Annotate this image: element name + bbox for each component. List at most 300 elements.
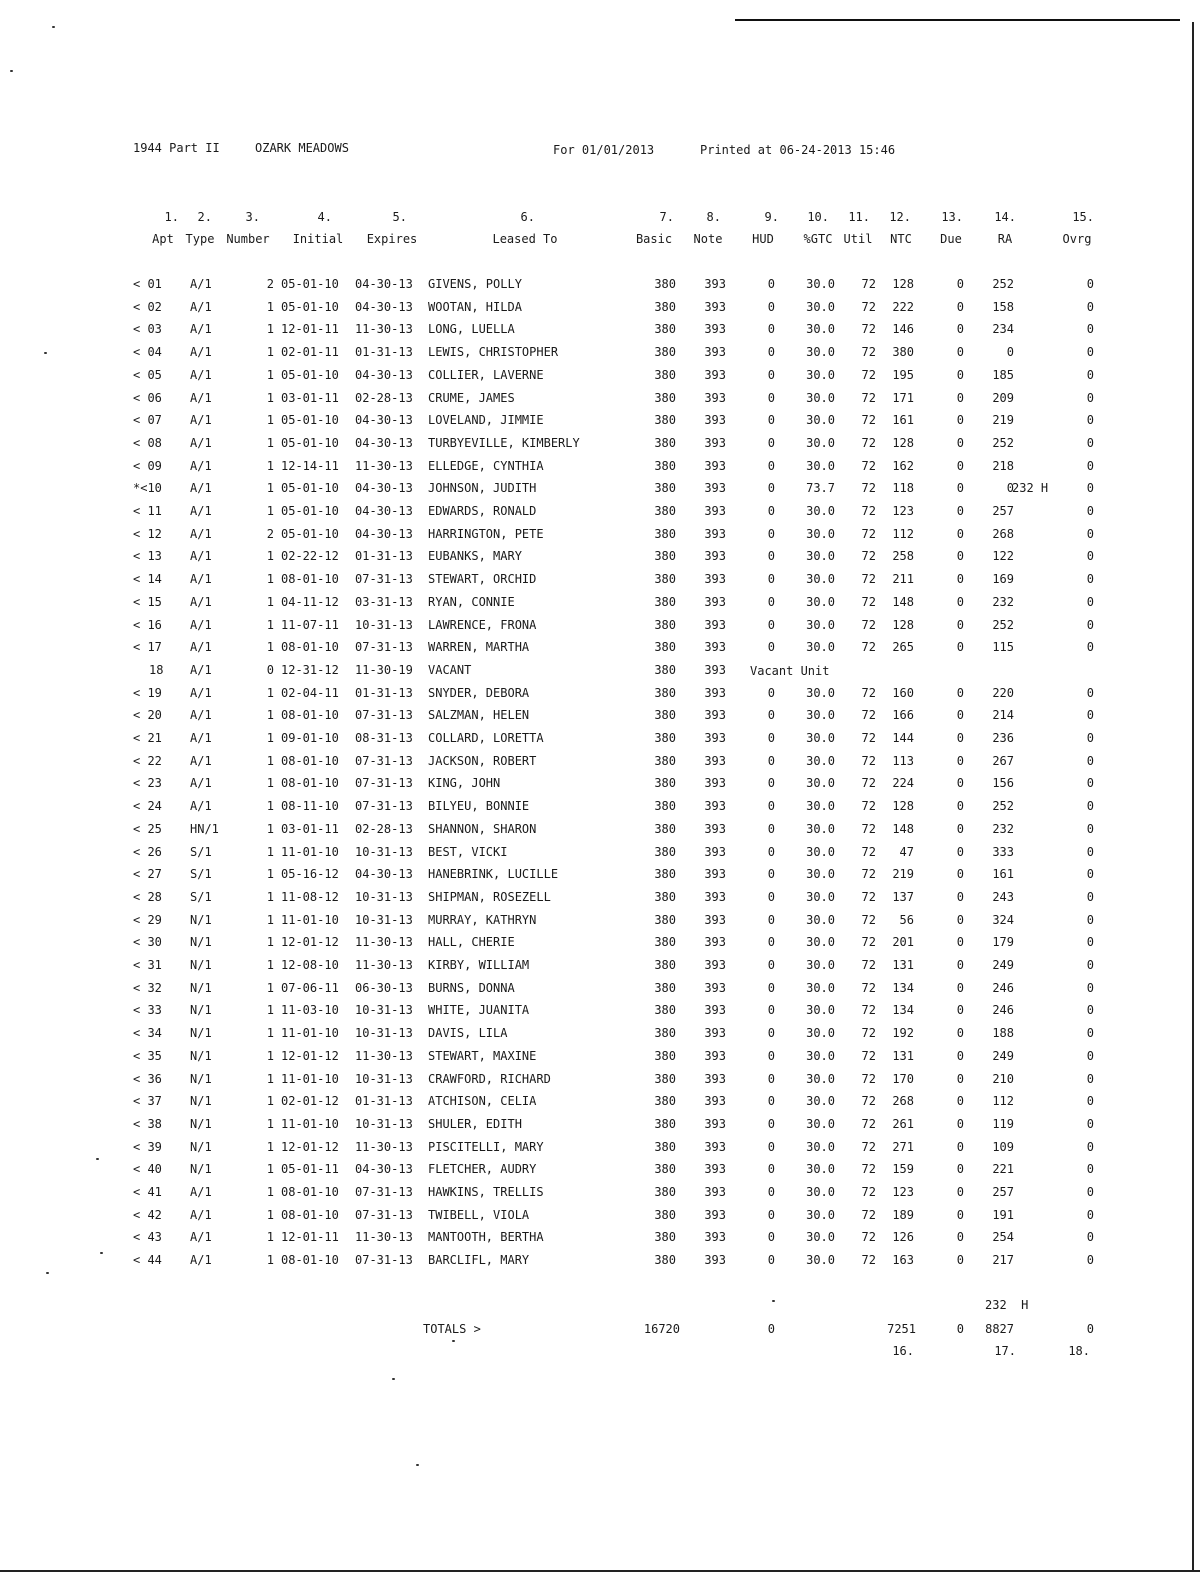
cell-ovrg: 0 bbox=[1086, 958, 1094, 972]
cell-ntc: 131 bbox=[892, 1049, 914, 1063]
cell-ra: 324 bbox=[992, 913, 1014, 927]
cell-leased-to: COLLIER, LAVERNE bbox=[428, 368, 544, 382]
property-name: OZARK MEADOWS bbox=[255, 141, 349, 155]
column-label: Type bbox=[185, 232, 215, 246]
cell-ra: 191 bbox=[992, 1208, 1014, 1222]
cell-ntc: 265 bbox=[892, 640, 914, 654]
cell-number: 1 bbox=[266, 413, 274, 427]
cell-due: 0 bbox=[956, 527, 964, 541]
report-period: For 01/01/2013 bbox=[553, 143, 655, 157]
cell-hud: 0 bbox=[767, 1049, 775, 1063]
cell-util: 72 bbox=[861, 436, 876, 450]
cell-ntc: 268 bbox=[892, 1094, 914, 1108]
cell-hud: 0 bbox=[767, 1117, 775, 1131]
cell-basic: 380 bbox=[654, 708, 676, 722]
column-number: 14. bbox=[994, 210, 1016, 224]
cell-basic: 380 bbox=[654, 958, 676, 972]
totals-due: 0 bbox=[956, 1322, 964, 1336]
cell-initial: 11-01-10 bbox=[281, 845, 339, 859]
cell-due: 0 bbox=[956, 867, 964, 881]
cell-basic: 380 bbox=[654, 981, 676, 995]
cell-due: 0 bbox=[956, 1094, 964, 1108]
column-number: 6. bbox=[520, 210, 535, 224]
cell-apt: < 07 bbox=[133, 413, 162, 427]
cell-gtc: 30.0 bbox=[806, 958, 835, 972]
cell-basic: 380 bbox=[654, 1003, 676, 1017]
cell-ovrg: 0 bbox=[1086, 1094, 1094, 1108]
scan-speck bbox=[46, 1272, 49, 1274]
cell-leased-to: JOHNSON, JUDITH bbox=[428, 481, 537, 495]
cell-type: A/1 bbox=[190, 504, 212, 518]
cell-note: 393 bbox=[704, 913, 726, 927]
cell-due: 0 bbox=[956, 686, 964, 700]
cell-gtc: 73.7 bbox=[806, 481, 835, 495]
cell-basic: 380 bbox=[654, 618, 676, 632]
cell-ra: 333 bbox=[992, 845, 1014, 859]
cell-expires: 07-31-13 bbox=[355, 640, 413, 654]
cell-hud: 0 bbox=[767, 1185, 775, 1199]
cell-util: 72 bbox=[861, 845, 876, 859]
cell-basic: 380 bbox=[654, 391, 676, 405]
cell-initial: 08-01-10 bbox=[281, 1253, 339, 1267]
cell-gtc: 30.0 bbox=[806, 1162, 835, 1176]
cell-apt: < 36 bbox=[133, 1072, 162, 1086]
cell-gtc: 30.0 bbox=[806, 640, 835, 654]
cell-apt: 18 bbox=[149, 663, 164, 677]
cell-apt: < 20 bbox=[133, 708, 162, 722]
cell-expires: 10-31-13 bbox=[355, 1117, 413, 1131]
cell-apt: < 35 bbox=[133, 1049, 162, 1063]
cell-note: 393 bbox=[704, 822, 726, 836]
cell-ovrg: 0 bbox=[1086, 799, 1094, 813]
cell-ntc: 148 bbox=[892, 595, 914, 609]
cell-type: A/1 bbox=[190, 345, 212, 359]
cell-number: 1 bbox=[266, 913, 274, 927]
cell-number: 1 bbox=[266, 1003, 274, 1017]
cell-ra: 268 bbox=[992, 527, 1014, 541]
cell-ra: 257 bbox=[992, 504, 1014, 518]
cell-type: N/1 bbox=[190, 1049, 212, 1063]
cell-basic: 380 bbox=[654, 481, 676, 495]
cell-expires: 11-30-13 bbox=[355, 1049, 413, 1063]
cell-leased-to: MANTOOTH, BERTHA bbox=[428, 1230, 544, 1244]
column-label: Expires bbox=[366, 232, 418, 246]
cell-due: 0 bbox=[956, 754, 964, 768]
cell-util: 72 bbox=[861, 686, 876, 700]
cell-expires: 10-31-13 bbox=[355, 845, 413, 859]
column-label: Leased To bbox=[492, 232, 558, 246]
cell-util: 72 bbox=[861, 708, 876, 722]
cell-basic: 380 bbox=[654, 776, 676, 790]
scan-speck bbox=[392, 1378, 395, 1380]
cell-expires: 10-31-13 bbox=[355, 913, 413, 927]
cell-hud: 0 bbox=[767, 731, 775, 745]
cell-ra: 254 bbox=[992, 1230, 1014, 1244]
cell-util: 72 bbox=[861, 913, 876, 927]
cell-ntc: 161 bbox=[892, 413, 914, 427]
cell-leased-to: BARCLIFL, MARY bbox=[428, 1253, 530, 1267]
cell-initial: 05-01-11 bbox=[281, 1162, 339, 1176]
cell-type: A/1 bbox=[190, 1208, 212, 1222]
cell-apt: < 14 bbox=[133, 572, 162, 586]
cell-type: A/1 bbox=[190, 1185, 212, 1199]
cell-expires: 04-30-13 bbox=[355, 436, 413, 450]
cell-util: 72 bbox=[861, 1003, 876, 1017]
cell-ntc: 162 bbox=[892, 459, 914, 473]
cell-ntc: 271 bbox=[892, 1140, 914, 1154]
cell-hud: 0 bbox=[767, 1230, 775, 1244]
cell-number: 1 bbox=[266, 368, 274, 382]
cell-hud: 0 bbox=[767, 890, 775, 904]
cell-note: 393 bbox=[704, 504, 726, 518]
cell-expires: 07-31-13 bbox=[355, 799, 413, 813]
cell-type: A/1 bbox=[190, 640, 212, 654]
cell-util: 72 bbox=[861, 822, 876, 836]
cell-due: 0 bbox=[956, 1185, 964, 1199]
cell-type: HN/1 bbox=[190, 822, 219, 836]
cell-basic: 380 bbox=[654, 1162, 676, 1176]
cell-ntc: 126 bbox=[892, 1230, 914, 1244]
cell-ovrg: 0 bbox=[1086, 822, 1094, 836]
cell-note: 393 bbox=[704, 322, 726, 336]
cell-apt: < 41 bbox=[133, 1185, 162, 1199]
cell-type: S/1 bbox=[190, 890, 212, 904]
cell-number: 1 bbox=[266, 1162, 274, 1176]
cell-ra: 109 bbox=[992, 1140, 1014, 1154]
cell-due: 0 bbox=[956, 1049, 964, 1063]
cell-due: 0 bbox=[956, 935, 964, 949]
cell-ntc: 144 bbox=[892, 731, 914, 745]
cell-ovrg: 0 bbox=[1086, 1230, 1094, 1244]
cell-leased-to: SNYDER, DEBORA bbox=[428, 686, 530, 700]
cell-number: 1 bbox=[266, 867, 274, 881]
cell-initial: 08-01-10 bbox=[281, 754, 339, 768]
cell-util: 72 bbox=[861, 890, 876, 904]
cell-basic: 380 bbox=[654, 1117, 676, 1131]
cell-expires: 11-30-13 bbox=[355, 1230, 413, 1244]
cell-ntc: 113 bbox=[892, 754, 914, 768]
cell-due: 0 bbox=[956, 640, 964, 654]
cell-leased-to: PISCITELLI, MARY bbox=[428, 1140, 544, 1154]
cell-gtc: 30.0 bbox=[806, 686, 835, 700]
cell-hud: 0 bbox=[767, 822, 775, 836]
cell-gtc: 30.0 bbox=[806, 1049, 835, 1063]
cell-type: N/1 bbox=[190, 958, 212, 972]
cell-number: 1 bbox=[266, 708, 274, 722]
cell-ra: 115 bbox=[992, 640, 1014, 654]
cell-hud: 0 bbox=[767, 1253, 775, 1267]
cell-apt: < 06 bbox=[133, 391, 162, 405]
cell-apt: < 02 bbox=[133, 300, 162, 314]
cell-due: 0 bbox=[956, 913, 964, 927]
cell-ra: 221 bbox=[992, 1162, 1014, 1176]
column-label: Note bbox=[693, 232, 723, 246]
cell-ra: 0 bbox=[1006, 481, 1014, 495]
cell-type: A/1 bbox=[190, 686, 212, 700]
cell-ovrg: 0 bbox=[1086, 1208, 1094, 1222]
cell-ntc: 258 bbox=[892, 549, 914, 563]
cell-ovrg: 0 bbox=[1086, 549, 1094, 563]
cell-due: 0 bbox=[956, 1117, 964, 1131]
cell-util: 72 bbox=[861, 981, 876, 995]
cell-expires: 07-31-13 bbox=[355, 1208, 413, 1222]
cell-apt: < 25 bbox=[133, 822, 162, 836]
cell-ovrg: 0 bbox=[1086, 345, 1094, 359]
cell-basic: 380 bbox=[654, 345, 676, 359]
cell-basic: 380 bbox=[654, 1253, 676, 1267]
cell-basic: 380 bbox=[654, 549, 676, 563]
cell-ntc: 224 bbox=[892, 776, 914, 790]
cell-ntc: 148 bbox=[892, 822, 914, 836]
cell-due: 0 bbox=[956, 413, 964, 427]
cell-hud: 0 bbox=[767, 935, 775, 949]
cell-basic: 380 bbox=[654, 640, 676, 654]
cell-number: 1 bbox=[266, 1253, 274, 1267]
cell-ovrg: 0 bbox=[1086, 277, 1094, 291]
cell-expires: 06-30-13 bbox=[355, 981, 413, 995]
cell-util: 72 bbox=[861, 799, 876, 813]
cell-ra: 243 bbox=[992, 890, 1014, 904]
cell-leased-to: DAVIS, LILA bbox=[428, 1026, 508, 1040]
cell-expires: 10-31-13 bbox=[355, 1003, 413, 1017]
cell-ntc: 134 bbox=[892, 1003, 914, 1017]
scan-speck bbox=[52, 26, 55, 28]
column-number: 10. bbox=[807, 210, 829, 224]
cell-apt: < 04 bbox=[133, 345, 162, 359]
totals-label: TOTALS > bbox=[423, 1322, 481, 1336]
cell-hud: 0 bbox=[767, 981, 775, 995]
cell-gtc: 30.0 bbox=[806, 504, 835, 518]
cell-basic: 380 bbox=[654, 1140, 676, 1154]
cell-number: 1 bbox=[266, 1185, 274, 1199]
cell-apt: < 17 bbox=[133, 640, 162, 654]
cell-leased-to: ELLEDGE, CYNTHIA bbox=[428, 459, 544, 473]
column-number: 9. bbox=[764, 210, 779, 224]
cell-ovrg: 0 bbox=[1086, 572, 1094, 586]
cell-ra: 209 bbox=[992, 391, 1014, 405]
cell-note: 393 bbox=[704, 1049, 726, 1063]
cell-initial: 02-01-12 bbox=[281, 1094, 339, 1108]
report-title: 1944 Part II bbox=[133, 141, 220, 155]
cell-initial: 05-01-10 bbox=[281, 277, 339, 291]
cell-gtc: 30.0 bbox=[806, 595, 835, 609]
cell-note: 393 bbox=[704, 368, 726, 382]
cell-hud: 0 bbox=[767, 436, 775, 450]
cell-ra: 185 bbox=[992, 368, 1014, 382]
cell-ra: 252 bbox=[992, 277, 1014, 291]
cell-number: 1 bbox=[266, 981, 274, 995]
cell-note: 393 bbox=[704, 549, 726, 563]
cell-ntc: 163 bbox=[892, 1253, 914, 1267]
cell-util: 72 bbox=[861, 731, 876, 745]
cell-leased-to: FLETCHER, AUDRY bbox=[428, 1162, 537, 1176]
cell-due: 0 bbox=[956, 322, 964, 336]
cell-initial: 12-14-11 bbox=[281, 459, 339, 473]
footer-column-number: 16. bbox=[892, 1344, 914, 1358]
cell-note: 393 bbox=[704, 754, 726, 768]
cell-number: 1 bbox=[266, 776, 274, 790]
cell-leased-to: RYAN, CONNIE bbox=[428, 595, 515, 609]
cell-type: A/1 bbox=[190, 1253, 212, 1267]
cell-note: 393 bbox=[704, 686, 726, 700]
cell-ovrg: 0 bbox=[1086, 413, 1094, 427]
cell-gtc: 30.0 bbox=[806, 799, 835, 813]
cell-initial: 08-01-10 bbox=[281, 1185, 339, 1199]
cell-ovrg: 0 bbox=[1086, 1003, 1094, 1017]
cell-basic: 380 bbox=[654, 322, 676, 336]
cell-leased-to: SHULER, EDITH bbox=[428, 1117, 522, 1131]
cell-ntc: 195 bbox=[892, 368, 914, 382]
cell-initial: 11-08-12 bbox=[281, 890, 339, 904]
cell-ra: 119 bbox=[992, 1117, 1014, 1131]
cell-util: 72 bbox=[861, 1072, 876, 1086]
cell-initial: 08-01-10 bbox=[281, 708, 339, 722]
cell-expires: 04-30-13 bbox=[355, 867, 413, 881]
cell-number: 1 bbox=[266, 822, 274, 836]
cell-apt: < 39 bbox=[133, 1140, 162, 1154]
cell-util: 72 bbox=[861, 1185, 876, 1199]
cell-gtc: 30.0 bbox=[806, 368, 835, 382]
column-number: 5. bbox=[392, 210, 407, 224]
cell-number: 1 bbox=[266, 845, 274, 859]
cell-basic: 380 bbox=[654, 754, 676, 768]
cell-ntc: 261 bbox=[892, 1117, 914, 1131]
cell-basic: 380 bbox=[654, 731, 676, 745]
cell-due: 0 bbox=[956, 981, 964, 995]
cell-hud: 0 bbox=[767, 1162, 775, 1176]
top-rule bbox=[735, 19, 1180, 21]
cell-ovrg: 0 bbox=[1086, 867, 1094, 881]
cell-leased-to: LEWIS, CHRISTOPHER bbox=[428, 345, 559, 359]
cell-type: N/1 bbox=[190, 1117, 212, 1131]
cell-ra: 257 bbox=[992, 1185, 1014, 1199]
cell-gtc: 30.0 bbox=[806, 1003, 835, 1017]
cell-basic: 380 bbox=[654, 663, 676, 677]
cell-ntc: 166 bbox=[892, 708, 914, 722]
cell-expires: 11-30-13 bbox=[355, 958, 413, 972]
cell-util: 72 bbox=[861, 368, 876, 382]
cell-note: 393 bbox=[704, 845, 726, 859]
cell-hud: 0 bbox=[767, 708, 775, 722]
cell-initial: 12-08-10 bbox=[281, 958, 339, 972]
cell-ra: 246 bbox=[992, 1003, 1014, 1017]
cell-due: 0 bbox=[956, 391, 964, 405]
cell-note: 393 bbox=[704, 1230, 726, 1244]
cell-basic: 380 bbox=[654, 595, 676, 609]
cell-due: 0 bbox=[956, 1003, 964, 1017]
column-number: 12. bbox=[889, 210, 911, 224]
cell-apt: < 37 bbox=[133, 1094, 162, 1108]
cell-number: 1 bbox=[266, 549, 274, 563]
cell-due: 0 bbox=[956, 1072, 964, 1086]
cell-type: A/1 bbox=[190, 549, 212, 563]
cell-ra: 252 bbox=[992, 618, 1014, 632]
cell-apt: < 42 bbox=[133, 1208, 162, 1222]
cell-leased-to: VACANT bbox=[428, 663, 472, 677]
cell-expires: 04-30-13 bbox=[355, 413, 413, 427]
cell-ntc: 171 bbox=[892, 391, 914, 405]
cell-initial: 05-01-10 bbox=[281, 504, 339, 518]
cell-util: 72 bbox=[861, 1253, 876, 1267]
column-label: NTC bbox=[890, 232, 912, 246]
cell-due: 0 bbox=[956, 776, 964, 790]
cell-gtc: 30.0 bbox=[806, 413, 835, 427]
cell-apt: < 43 bbox=[133, 1230, 162, 1244]
cell-type: A/1 bbox=[190, 391, 212, 405]
cell-expires: 03-31-13 bbox=[355, 595, 413, 609]
cell-basic: 380 bbox=[654, 413, 676, 427]
cell-leased-to: HANEBRINK, LUCILLE bbox=[428, 867, 559, 881]
cell-initial: 11-03-10 bbox=[281, 1003, 339, 1017]
cell-number: 1 bbox=[266, 890, 274, 904]
cell-leased-to: HALL, CHERIE bbox=[428, 935, 515, 949]
cell-number: 1 bbox=[266, 481, 274, 495]
cell-initial: 11-07-11 bbox=[281, 618, 339, 632]
cell-util: 72 bbox=[861, 754, 876, 768]
cell-gtc: 30.0 bbox=[806, 776, 835, 790]
cell-type: A/1 bbox=[190, 481, 212, 495]
cell-leased-to: STEWART, ORCHID bbox=[428, 572, 537, 586]
cell-due: 0 bbox=[956, 958, 964, 972]
cell-leased-to: JACKSON, ROBERT bbox=[428, 754, 537, 768]
cell-leased-to: LOVELAND, JIMMIE bbox=[428, 413, 544, 427]
cell-expires: 07-31-13 bbox=[355, 1185, 413, 1199]
cell-ntc: 160 bbox=[892, 686, 914, 700]
cell-number: 1 bbox=[266, 640, 274, 654]
cell-ovrg: 0 bbox=[1086, 754, 1094, 768]
cell-apt: < 29 bbox=[133, 913, 162, 927]
cell-note: 393 bbox=[704, 345, 726, 359]
cell-gtc: 30.0 bbox=[806, 391, 835, 405]
column-number: 7. bbox=[659, 210, 674, 224]
cell-note: 393 bbox=[704, 890, 726, 904]
cell-leased-to: COLLARD, LORETTA bbox=[428, 731, 544, 745]
cell-number: 1 bbox=[266, 322, 274, 336]
cell-note: 393 bbox=[704, 300, 726, 314]
cell-ntc: 128 bbox=[892, 799, 914, 813]
cell-type: N/1 bbox=[190, 1026, 212, 1040]
cell-apt: < 38 bbox=[133, 1117, 162, 1131]
totals-ra: 8827 bbox=[985, 1322, 1014, 1336]
cell-ovrg: 0 bbox=[1086, 459, 1094, 473]
cell-leased-to: STEWART, MAXINE bbox=[428, 1049, 537, 1063]
cell-util: 72 bbox=[861, 776, 876, 790]
cell-ntc: 189 bbox=[892, 1208, 914, 1222]
cell-due: 0 bbox=[956, 277, 964, 291]
cell-note: 393 bbox=[704, 867, 726, 881]
cell-gtc: 30.0 bbox=[806, 1208, 835, 1222]
cell-apt: < 15 bbox=[133, 595, 162, 609]
cell-expires: 07-31-13 bbox=[355, 754, 413, 768]
cell-basic: 380 bbox=[654, 436, 676, 450]
cell-basic: 380 bbox=[654, 867, 676, 881]
cell-expires: 04-30-13 bbox=[355, 300, 413, 314]
cell-basic: 380 bbox=[654, 300, 676, 314]
cell-util: 72 bbox=[861, 618, 876, 632]
cell-leased-to: GIVENS, POLLY bbox=[428, 277, 522, 291]
cell-basic: 380 bbox=[654, 799, 676, 813]
cell-initial: 05-01-10 bbox=[281, 368, 339, 382]
cell-type: N/1 bbox=[190, 1162, 212, 1176]
cell-initial: 02-04-11 bbox=[281, 686, 339, 700]
cell-expires: 01-31-13 bbox=[355, 345, 413, 359]
cell-apt: < 09 bbox=[133, 459, 162, 473]
cell-basic: 380 bbox=[654, 504, 676, 518]
cell-ra: 169 bbox=[992, 572, 1014, 586]
cell-number: 1 bbox=[266, 300, 274, 314]
cell-expires: 04-30-13 bbox=[355, 504, 413, 518]
cell-leased-to: BEST, VICKI bbox=[428, 845, 508, 859]
